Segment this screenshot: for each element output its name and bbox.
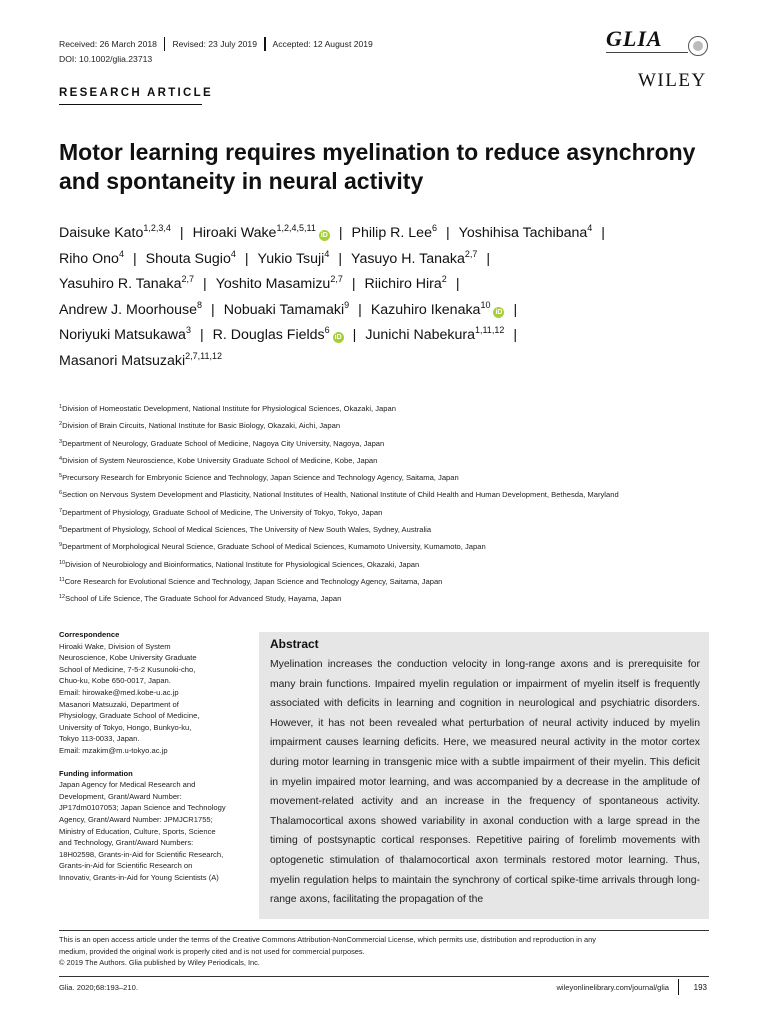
funding-line: and Technology, Grant/Award Numbers: xyxy=(59,838,194,848)
affiliation-number: 10 xyxy=(59,559,66,566)
page-number: 193 xyxy=(693,983,707,992)
author-name: Daisuke Kato xyxy=(59,225,144,241)
correspondence-line[interactable]: Email: hirowake@med.kobe-u.ac.jp xyxy=(59,687,179,697)
author-affiliation-numbers: 2,7 xyxy=(464,248,478,259)
affiliation-text: Section on Nervous System Development and Plasticity, National Institutes of Health, National Institute of Child Health and Human Development, Bethesda, Maryland xyxy=(62,490,619,500)
correspondence-line: Chuo-ku, Kobe 650-0017, Japan. xyxy=(59,676,171,686)
affiliation xyxy=(59,525,739,542)
affiliation-number: 11 xyxy=(59,576,65,583)
author-affiliation-numbers: 3 xyxy=(185,325,191,335)
author-name: R. Douglas Fields xyxy=(212,327,325,343)
affiliation-text: Division of Neurobiology and Bioinformatics, National Institute for Physiological Sciences, Okazaki, Japan xyxy=(65,559,420,569)
affiliation-number: 8 xyxy=(59,525,63,532)
divider xyxy=(264,37,266,51)
affiliation xyxy=(59,473,739,490)
affiliation-text: Division of System Neuroscience, Kobe University Graduate School of Medicine, Kobe, Japan xyxy=(62,455,378,465)
separator: | xyxy=(445,225,450,241)
affiliation-text: Department of Physiology, Graduate School of Medicine, The University of Tokyo, Tokyo, Japan xyxy=(62,507,383,517)
affiliation xyxy=(59,508,739,525)
author-name: Andrew J. Moorhouse xyxy=(59,301,198,318)
author-affiliation-numbers: 1,2,4,5,11 xyxy=(276,223,316,233)
affiliation-number: 6 xyxy=(59,490,63,497)
separator: | xyxy=(338,225,343,241)
separator: | xyxy=(455,276,460,292)
affiliation-number: 4 xyxy=(59,455,63,462)
author-affiliation-numbers: 4 xyxy=(118,248,124,259)
publisher-logo: WILEY xyxy=(638,70,707,91)
author-line xyxy=(59,274,719,300)
separator: | xyxy=(203,276,207,292)
copyright-line: © 2019 The Authors. Glia published by Wiley Periodicals, Inc. xyxy=(59,958,260,968)
license-line: This is an open access article under the terms of the Creative Commons Attribution-NonCommercial License, which permits use, distribution and reproduction in any xyxy=(59,935,596,944)
divider xyxy=(164,37,166,51)
doi[interactable]: DOI: 10.1002/glia.23713 xyxy=(59,54,153,64)
correspondence-line[interactable]: Email: mzakim@m.u-tokyo.ac.jp xyxy=(59,745,168,755)
author-name: Philip R. Lee xyxy=(351,225,432,241)
author-affiliation-numbers: 4 xyxy=(324,248,330,259)
author-name: Hiroaki Wake xyxy=(192,225,277,241)
correspondence-line: Neuroscience, Kobe University Graduate xyxy=(59,653,197,663)
page-footer xyxy=(59,976,709,992)
abstract-box xyxy=(259,632,709,919)
author-affiliation-numbers: 2,7,11,12 xyxy=(185,350,223,361)
author-name: Junichi Nabekura xyxy=(365,327,475,343)
article-type: RESEARCH ARTICLE xyxy=(59,87,213,99)
affiliation xyxy=(59,456,739,473)
author-line xyxy=(59,325,719,351)
journal-logo: GLIA xyxy=(606,26,663,51)
correspondence-line: University of Tokyo, Hongo, Bunkyo-ku, xyxy=(59,722,192,732)
funding-line: Innovativ, Grants-in-Aid for Young Scientists (A) xyxy=(59,872,219,882)
society-seal-icon xyxy=(688,36,708,56)
separator: | xyxy=(352,327,357,343)
author-line xyxy=(59,300,719,326)
author-name: Masanori Matsuzaki xyxy=(59,352,186,369)
journal-url-link[interactable]: wileyonlinelibrary.com/journal/glia xyxy=(556,983,669,992)
affiliation xyxy=(59,404,739,421)
author-line xyxy=(59,249,719,275)
author-list xyxy=(59,223,719,376)
affiliation-number: 1 xyxy=(59,404,63,410)
separator: | xyxy=(601,225,605,241)
affiliation xyxy=(59,577,739,594)
divider xyxy=(606,52,688,53)
orcid-icon[interactable]: iD xyxy=(495,308,503,316)
separator: | xyxy=(513,327,518,343)
article-title: Motor learning requires myelination to reduce asynchrony and spontaneity in neural activity xyxy=(59,139,696,194)
affiliation xyxy=(59,439,739,456)
affiliation-text: Division of Brain Circuits, National Institute for Basic Biology, Okazaki, Aichi, Japan xyxy=(62,421,341,431)
separator: | xyxy=(486,250,491,267)
author-name: Kazuhiro Ikenaka xyxy=(370,301,481,318)
correspondence xyxy=(59,629,244,757)
citation: Glia. 2020;68:193–210. xyxy=(59,983,138,992)
funding-line: JP17dm0107053; Japan Science and Technology xyxy=(59,803,226,813)
separator: | xyxy=(199,327,204,343)
revised-date: Revised: 23 July 2019 xyxy=(172,39,257,49)
author-affiliation-numbers: 2,7 xyxy=(330,274,343,284)
funding-line: Agency, Grant/Award Number: JPMJCR1755; xyxy=(59,814,213,824)
author-affiliation-numbers: 2,7 xyxy=(181,274,195,284)
author-affiliation-numbers: 2 xyxy=(441,274,447,284)
separator: | xyxy=(179,225,184,241)
affiliation xyxy=(59,421,739,438)
affiliation-number: 5 xyxy=(59,473,63,480)
affiliation xyxy=(59,594,739,611)
orcid-icon[interactable]: iD xyxy=(320,232,328,239)
funding-line: Ministry of Education, Culture, Sports, Science xyxy=(59,826,216,836)
correspondence-line: School of Medicine, 7-5-2 Kusunoki-cho, xyxy=(59,664,196,674)
separator: | xyxy=(513,301,518,318)
author-name: Yasuhiro R. Tanaka xyxy=(59,276,182,292)
funding-line: Development, Grant/Award Number: xyxy=(59,791,182,801)
affiliation-number: 12 xyxy=(59,594,66,601)
separator: | xyxy=(244,250,249,267)
author-name: Riichiro Hira xyxy=(364,276,442,292)
orcid-icon[interactable]: iD xyxy=(334,334,342,341)
author-name: Yoshito Masamizu xyxy=(215,276,331,292)
correspondence-line: Masanori Matsuzaki, Department of xyxy=(59,699,179,709)
author-affiliation-numbers: 4 xyxy=(230,248,236,259)
affiliation-text: Division of Homeostatic Development, National Institute for Physiological Sciences, Okazaki, Japan xyxy=(62,404,396,413)
correspondence-line: Tokyo 113-0033, Japan. xyxy=(59,734,140,744)
author-affiliation-numbers: 8 xyxy=(197,299,203,310)
author-name: Yoshihisa Tachibana xyxy=(458,225,588,241)
author-affiliation-numbers: 1,11,12 xyxy=(474,325,505,335)
divider xyxy=(678,979,679,995)
author-affiliation-numbers: 6 xyxy=(431,223,437,233)
author-name: Yasuyo H. Tanaka xyxy=(351,250,465,267)
author-name: Nobuaki Tamamaki xyxy=(223,301,345,318)
affiliation-list xyxy=(59,404,739,612)
author-name: Shouta Sugio xyxy=(145,250,231,267)
affiliation-text: School of Life Science, The Graduate School for Advanced Study, Hayama, Japan xyxy=(65,594,342,604)
affiliation-text: Department of Morphological Neural Science, Graduate School of Medical Sciences, Kumamoto University, Kumamoto, Japan xyxy=(62,542,486,552)
affiliation-text: Department of Neurology, Graduate School of Medicine, Nagoya City University, Nagoya, Japan xyxy=(62,438,385,448)
side-notes xyxy=(59,629,244,894)
affiliation-text: Core Research for Evolutional Science and Technology, Japan Science and Technology Agency, Saitama, Japan xyxy=(64,576,443,586)
affiliation-text: Precursory Research for Embryonic Science and Technology, Japan Science and Technology Agency, Saitama, Japan xyxy=(62,473,459,483)
author-affiliation-numbers: 9 xyxy=(344,299,350,310)
affiliation-number: 2 xyxy=(59,421,63,428)
author-affiliation-numbers: 4 xyxy=(587,223,593,233)
abstract-heading: Abstract xyxy=(270,637,319,651)
author-line xyxy=(59,223,719,249)
affiliation xyxy=(59,542,739,559)
affiliation xyxy=(59,560,739,577)
affiliation-number: 7 xyxy=(59,507,63,514)
separator: | xyxy=(211,301,215,318)
correspondence-heading: Correspondence xyxy=(59,630,120,639)
separator: | xyxy=(351,276,356,292)
separator: | xyxy=(338,250,343,267)
correspondence-line: Physiology, Graduate School of Medicine, xyxy=(59,711,200,721)
author-affiliation-numbers: 6 xyxy=(324,325,330,335)
separator: | xyxy=(358,301,362,318)
received-date: Received: 26 March 2018 xyxy=(59,39,157,49)
divider xyxy=(59,104,202,105)
funding-line: Japan Agency for Medical Research and xyxy=(59,780,196,790)
author-name: Riho Ono xyxy=(59,250,119,267)
license-line: medium, provided the original work is properly cited and is not used for commercial purposes. xyxy=(59,946,365,956)
abstract-text: Myelination increases the conduction velocity in long-range axons and is prerequisite for many brain functions. Impaired myelin regulation or impairment of myelin itself is frequently associated with deficits in learning and cognition in neurological and psychiatric disorders. However, it has not been revealed what perturbation of neural activity induced by myelin impairment causes learning deficits. Here, we measured neural activity in the motor cortex during motor learning in transgenic mice with a subtle impairment of their myelin. This deficit in myelin impaired motor learning, and was accompanied by a decrease in the amplitude of movement-related activity and an increase in the frequency of spontaneous activity. Thalamocortical axons showed variability in axonal conduction with a large spread in the timing of postsynaptic cortical responses. Repetitive pairing of forelimb movements with optogenetic stimulation of thalamocortical axon terminals restored motor learning. Thus, myelin regulation helps to maintain the synchrony of cortical spike-time arrivals through long-range axons, facilitating the propagation of the xyxy=(270,659,700,906)
author-affiliation-numbers: 1,2,3,4 xyxy=(143,223,171,233)
affiliation-number: 9 xyxy=(59,542,63,549)
publication-dates xyxy=(59,37,373,51)
funding-information xyxy=(59,768,244,884)
author-name: Noriyuki Matsukawa xyxy=(59,327,186,343)
funding-line: Grants-in-Aid for Scientific Research on xyxy=(59,861,193,871)
affiliation xyxy=(59,490,739,507)
author-line xyxy=(59,351,719,377)
affiliation-number: 3 xyxy=(59,438,63,445)
affiliation-text: Department of Physiology, School of Medical Sciences, The University of New South Wales, Sydney, Australia xyxy=(62,525,432,535)
funding-line: 18H02598, Grants-in-Aid for Scientific Research, xyxy=(59,849,224,859)
accepted-date: Accepted: 12 August 2019 xyxy=(272,39,373,49)
separator: | xyxy=(132,250,137,267)
license-notice xyxy=(59,930,709,969)
funding-heading: Funding information xyxy=(59,768,133,778)
author-affiliation-numbers: 10 xyxy=(480,299,491,310)
author-name: Yukio Tsuji xyxy=(257,250,325,267)
correspondence-line: Hiroaki Wake, Division of System xyxy=(59,641,171,651)
